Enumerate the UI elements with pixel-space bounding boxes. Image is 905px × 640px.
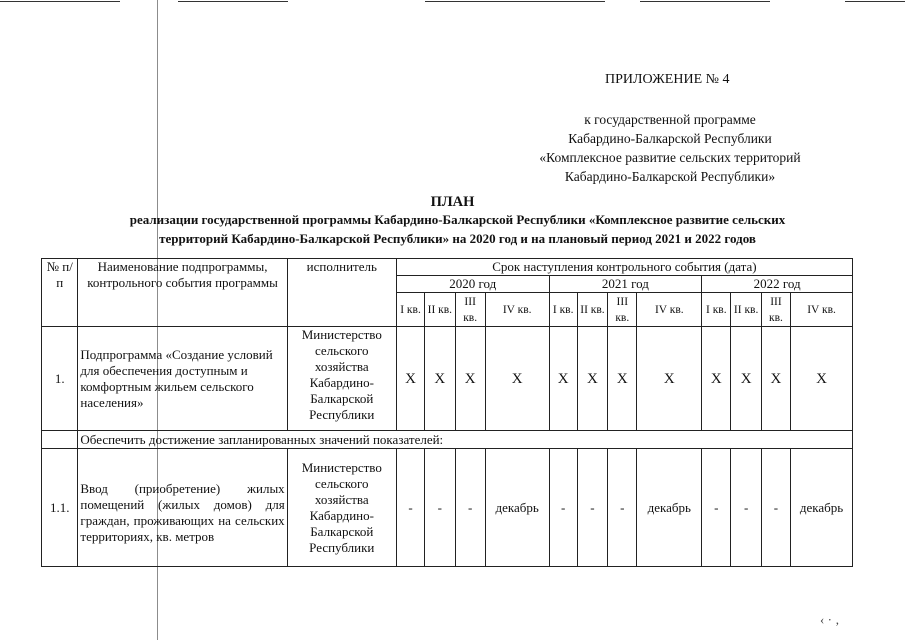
header-quarter: III кв. — [608, 293, 637, 327]
top-border-line — [845, 1, 905, 2]
annex-line: «Комплексное развитие сельских территорий — [539, 150, 801, 165]
section-row — [42, 431, 853, 449]
row-value: декабрь — [485, 449, 549, 567]
row-value: - — [731, 449, 761, 567]
header-quarter: IV кв. — [791, 293, 853, 327]
annex-line: Кабардино-Балкарской Республики — [568, 131, 772, 146]
header-quarter: IV кв. — [485, 293, 549, 327]
annex-line: к государственной программе — [584, 112, 756, 127]
row-value: X — [577, 327, 607, 431]
header-quarter: I кв. — [702, 293, 731, 327]
row-value: X — [761, 327, 790, 431]
annex-reference — [515, 110, 825, 186]
header-year-2020: 2020 год — [396, 276, 549, 293]
plan-subtitle-line: реализации государственной программы Кабардино-Балкарской Республики «Комплексное развитие сельских — [129, 212, 786, 227]
annex-line: Кабардино-Балкарской Республики» — [564, 169, 776, 184]
row-value: - — [761, 449, 790, 567]
table-row — [42, 327, 853, 431]
header-quarter: II кв. — [577, 293, 607, 327]
row-number: 1. — [42, 327, 78, 431]
row-value: - — [608, 449, 637, 567]
header-quarter: III кв. — [455, 293, 485, 327]
top-border-line — [178, 1, 288, 2]
header-quarter: II кв. — [425, 293, 455, 327]
header-quarter: III кв. — [761, 293, 790, 327]
plan-subtitle — [60, 210, 855, 248]
table-row — [42, 449, 853, 567]
row-value: - — [702, 449, 731, 567]
header-year-2022: 2022 год — [702, 276, 853, 293]
header-executor: исполнитель — [287, 259, 396, 327]
row-value: - — [549, 449, 577, 567]
header-quarter: I кв. — [396, 293, 424, 327]
row-value: X — [455, 327, 485, 431]
section-num-cell — [42, 431, 78, 449]
corner-mark: ‹ · ‚ — [820, 612, 840, 627]
header-quarter: II кв. — [731, 293, 761, 327]
top-border-line — [425, 1, 605, 2]
plan-title: ПЛАН — [430, 194, 475, 210]
header-deadline: Срок наступления контрольного события (дата) — [396, 259, 852, 276]
section-label: Обеспечить достижение запланированных значений показателей: — [78, 431, 853, 449]
header-year-2021: 2021 год — [549, 276, 702, 293]
row-name: Ввод (приобретение) жилых помещений (жилых домов) для граждан, проживающих на сельских территориях, кв. метров — [78, 449, 287, 567]
annex-title: ПРИЛОЖЕНИЕ № 4 — [605, 72, 730, 87]
row-value: X — [396, 327, 424, 431]
row-executor: Министерство сельского хозяйства Кабардино-Балкарской Республики — [287, 449, 396, 567]
plan-table — [41, 258, 853, 567]
row-value: X — [791, 327, 853, 431]
row-name: Подпрограмма «Создание условий для обеспечения доступным и комфортным жильем сельского населения» — [78, 327, 287, 431]
row-value: X — [637, 327, 702, 431]
row-value: X — [549, 327, 577, 431]
row-value: декабрь — [637, 449, 702, 567]
row-value: X — [485, 327, 549, 431]
row-number: 1.1. — [42, 449, 78, 567]
row-value: X — [731, 327, 761, 431]
row-value: X — [425, 327, 455, 431]
top-border-line — [0, 1, 120, 2]
row-value: X — [608, 327, 637, 431]
header-row — [42, 259, 853, 276]
header-num: № п/п — [42, 259, 78, 327]
header-quarter: IV кв. — [637, 293, 702, 327]
row-value: X — [702, 327, 731, 431]
header-name: Наименование подпрограммы, контрольного события программы — [78, 259, 287, 327]
row-value: - — [455, 449, 485, 567]
top-border-line — [640, 1, 770, 2]
row-value: - — [577, 449, 607, 567]
row-value: - — [425, 449, 455, 567]
row-value: - — [396, 449, 424, 567]
header-quarter: I кв. — [549, 293, 577, 327]
row-value: декабрь — [791, 449, 853, 567]
plan-subtitle-line: территорий Кабардино-Балкарской Республики» на 2020 год и на плановый период 2021 и 2022 годов — [159, 231, 756, 246]
row-executor: Министерство сельского хозяйства Кабардино-Балкарской Республики — [287, 327, 396, 431]
